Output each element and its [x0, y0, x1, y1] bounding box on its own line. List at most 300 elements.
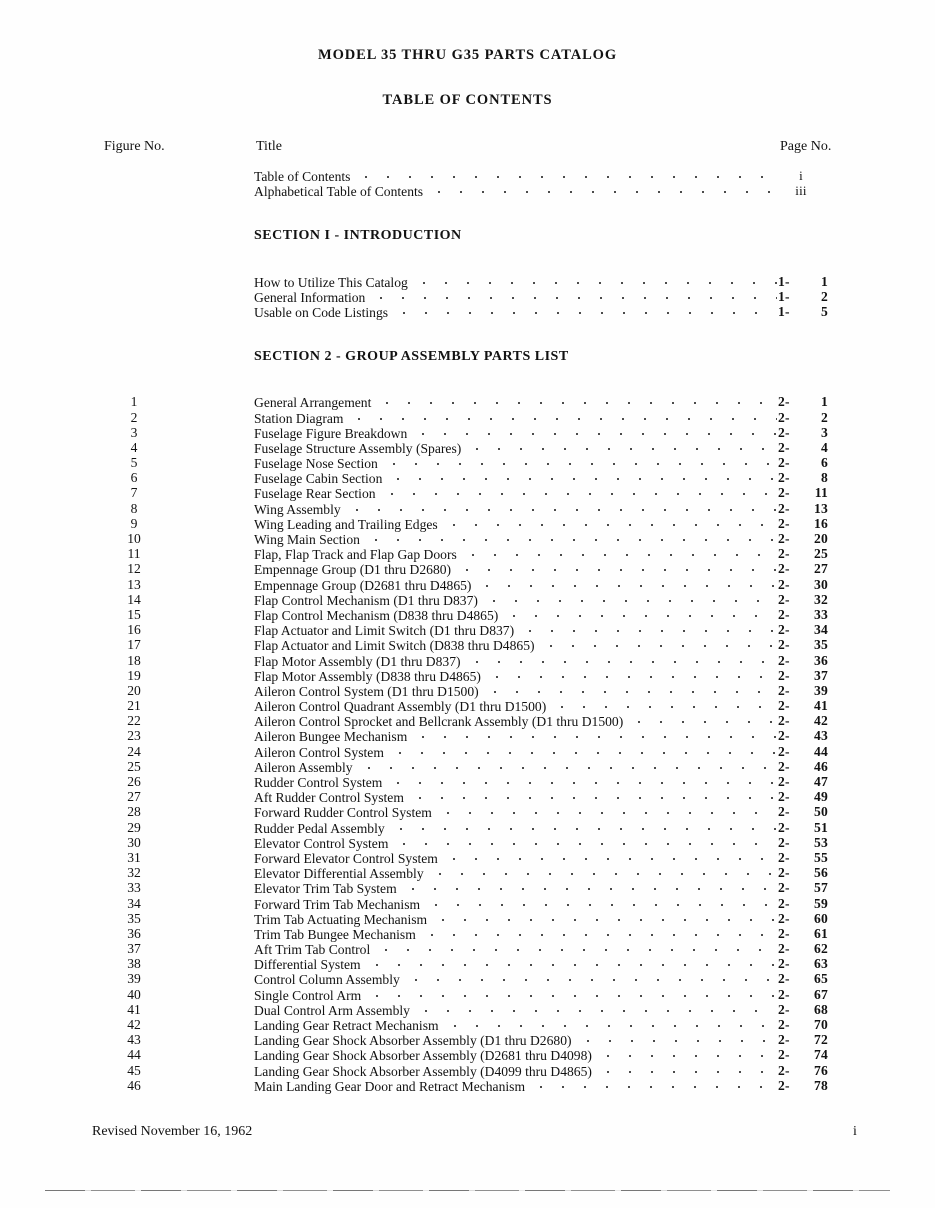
entry-title: Control Column Assembly: [254, 972, 400, 988]
entry-page-section-prefix: 2-: [778, 667, 790, 683]
entry-figure-number: 46: [127, 1077, 141, 1093]
entry-page-value: 11: [814, 485, 828, 501]
entry-title: General Information: [254, 289, 366, 305]
entry-title: Empennage Group (D2681 thru D4865): [254, 577, 472, 593]
entry-figure-number: 43: [127, 1032, 141, 1048]
row-spacer: [0, 364, 935, 394]
entry-title-cell: [254, 1078, 777, 1095]
leader-dots: [462, 546, 777, 559]
entry-page-section-prefix: 1-: [778, 273, 790, 289]
entry-page-section-prefix: 2-: [778, 394, 790, 410]
entry-page-section-prefix: 2-: [778, 713, 790, 729]
entry-title: Fuselage Structure Assembly (Spares): [254, 440, 462, 456]
toc-entry-row[interactable]: [0, 804, 935, 819]
leader-dots: [375, 941, 777, 954]
entry-page-number: [778, 1063, 838, 1079]
entry-title: Empennage Group (D1 thru D2680): [254, 562, 452, 578]
entry-title: Flap Motor Assembly (D1 thru D837): [254, 653, 461, 669]
entry-title: Table of Contents: [254, 169, 351, 184]
entry-page-section-prefix: 2-: [778, 439, 790, 455]
column-header-title: Title: [256, 139, 282, 154]
leader-dots: [483, 592, 777, 605]
entry-title: Landing Gear Shock Absorber Assembly (D2681 thru D4098): [254, 1048, 592, 1064]
toc-entry-row[interactable]: [0, 941, 935, 956]
toc-entry-row[interactable]: [0, 820, 935, 835]
entry-page-number: [778, 683, 838, 699]
entry-page-number: [778, 728, 838, 744]
entry-page-number: [778, 168, 838, 184]
entry-title: Aft Rudder Control System: [254, 790, 404, 806]
entry-page-number: [778, 546, 838, 562]
entry-page-section-prefix: 2-: [778, 652, 790, 668]
entry-page-section-prefix: 2-: [778, 1047, 790, 1063]
entry-page-section-prefix: 2-: [778, 1017, 790, 1032]
entry-page-value: 63: [814, 956, 828, 972]
entry-page-number: [778, 607, 838, 623]
entry-figure-number: 30: [127, 834, 141, 850]
entry-page-value: 59: [814, 895, 828, 911]
entry-title: Landing Gear Retract Mechanism: [254, 1018, 439, 1033]
entry-title: Aileron Control Quadrant Assembly (D1 thru D1500): [254, 699, 547, 715]
leader-dots: [577, 1032, 777, 1045]
leader-dots: [393, 835, 777, 848]
entry-page-value: 53: [814, 834, 828, 850]
section-heading: SECTION 2 - GROUP ASSEMBLY PARTS LIST: [254, 349, 569, 365]
table-of-contents-title: TABLE OF CONTENTS: [382, 92, 553, 108]
toc-entry-row[interactable]: [0, 485, 935, 500]
entry-figure-number: 34: [127, 895, 141, 911]
leader-dots: [387, 470, 777, 483]
entry-figure-number: 13: [127, 576, 141, 592]
toc-entry-row[interactable]: [0, 971, 935, 986]
leader-dots: [405, 971, 777, 984]
entry-page-value: 49: [814, 789, 828, 805]
document-header-title: MODEL 35 THRU G35 PARTS CATALOG: [317, 47, 618, 63]
entry-page-number: [778, 440, 838, 456]
toc-entry-row[interactable]: [0, 683, 935, 698]
entry-figure-number: 40: [127, 986, 141, 1002]
toc-entry-row[interactable]: [0, 274, 935, 289]
toc-entry-row[interactable]: [0, 1047, 935, 1062]
entry-page-number: [778, 956, 838, 972]
entry-figure-number: 31: [127, 849, 141, 865]
entry-page-value: 39: [814, 682, 828, 698]
entry-figure-number: 19: [127, 667, 141, 683]
entry-page-number: [778, 1002, 838, 1018]
leader-dots: [597, 1063, 777, 1076]
entry-title: Fuselage Nose Section: [254, 456, 378, 472]
entry-page-section-prefix: 2-: [778, 622, 790, 638]
entry-figure-number: 18: [127, 652, 141, 668]
toc-entry-row[interactable]: [0, 577, 935, 592]
leader-dots: [390, 820, 777, 833]
entry-page-number: [778, 470, 838, 486]
entry-page-value: 4: [821, 439, 828, 455]
column-header-figure-no: Figure No.: [104, 139, 165, 154]
toc-entry-row[interactable]: [0, 622, 935, 637]
leader-dots: [358, 759, 777, 772]
entry-page-number: [778, 274, 838, 290]
leader-dots: [376, 394, 777, 407]
entry-page-section-prefix: 2-: [778, 849, 790, 865]
entry-page-value: 56: [814, 865, 828, 881]
entry-page-section-prefix: 2-: [778, 637, 790, 653]
entry-page-number: [778, 759, 838, 775]
leader-dots: [370, 289, 777, 302]
entry-figure-number: 4: [130, 439, 138, 455]
entry-page-value: 72: [814, 1032, 828, 1048]
footer-page-number: i: [853, 1124, 857, 1139]
toc-entry-row[interactable]: [0, 1032, 935, 1047]
entry-page-value: iii: [795, 183, 807, 199]
toc-entry-row[interactable]: [0, 425, 935, 440]
toc-entry-row[interactable]: [0, 501, 935, 516]
entry-page-value: 47: [814, 774, 828, 789]
entry-title: Elevator Control System: [254, 835, 389, 851]
entry-page-value: 33: [814, 606, 828, 622]
entry-page-section-prefix: 2-: [778, 743, 790, 759]
entry-page-section-prefix: 2-: [778, 834, 790, 850]
entry-page-value: 8: [821, 470, 828, 486]
entry-figure-number: 10: [127, 531, 141, 546]
entry-title: Forward Elevator Control System: [254, 850, 438, 866]
entry-page-number: [778, 516, 838, 532]
page-bottom-rule: [45, 1190, 890, 1191]
entry-page-number: [778, 911, 838, 927]
entry-page-number: [778, 774, 838, 790]
leader-dots: [381, 485, 777, 498]
toc-entry-row[interactable]: [0, 728, 935, 743]
toc-entry-row[interactable]: [0, 713, 935, 728]
row-spacer: [0, 198, 935, 228]
toc-entry-row[interactable]: [0, 546, 935, 561]
toc-entry-row[interactable]: [0, 592, 935, 607]
entry-page-section-prefix: 2-: [778, 470, 790, 486]
toc-entry-row[interactable]: [0, 516, 935, 531]
entry-page-section-prefix: 2-: [778, 682, 790, 698]
leader-dots: [432, 911, 777, 924]
entry-figure-number: 42: [127, 1017, 141, 1032]
entry-page-number: [778, 304, 838, 320]
entry-title: How to Utilize This Catalog: [254, 274, 408, 290]
entry-page-section-prefix: 2-: [778, 819, 790, 835]
entry-page-number: [778, 941, 838, 957]
toc-entry-row[interactable]: [0, 774, 935, 789]
entry-figure-number: 9: [130, 515, 138, 531]
leader-dots: [597, 1047, 777, 1060]
entry-page-number: [778, 394, 838, 410]
toc-entry-row[interactable]: [0, 926, 935, 941]
leader-dots: [443, 850, 777, 863]
entry-figure-number: 35: [127, 910, 141, 926]
column-headers: [0, 139, 935, 157]
entry-page-section-prefix: 2-: [778, 698, 790, 714]
toc-entry-row[interactable]: [0, 455, 935, 470]
entry-page-number: [778, 289, 838, 305]
entry-title: General Arrangement: [254, 395, 372, 411]
entry-page-value: 50: [814, 804, 828, 820]
leader-dots: [466, 653, 777, 666]
entry-figure-number: 7: [130, 485, 138, 501]
entry-title: Wing Main Section: [254, 532, 360, 547]
entry-figure-number: 21: [127, 698, 141, 714]
row-spacer: [0, 244, 935, 274]
entry-page-section-prefix: 2-: [778, 606, 790, 622]
entry-page-value: 62: [814, 941, 828, 957]
footer-revised-date: Revised November 16, 1962: [92, 1124, 253, 1139]
toc-entry-row[interactable]: [0, 561, 935, 576]
entry-page-section-prefix: 2-: [778, 531, 790, 546]
entry-title: Flap Control Mechanism (D838 thru D4865): [254, 607, 499, 623]
entry-page-section-prefix: 1-: [778, 288, 790, 304]
entry-page-number: [778, 622, 838, 638]
entry-page-section-prefix: 2-: [778, 500, 790, 516]
entry-page-section-prefix: 2-: [778, 1001, 790, 1017]
leader-dots: [346, 501, 777, 514]
entry-page-number: [778, 789, 838, 805]
leader-dots: [412, 728, 777, 741]
entry-page-section-prefix: 2-: [778, 1032, 790, 1048]
entry-figure-number: 24: [127, 743, 141, 759]
leader-dots: [409, 789, 777, 802]
entry-figure-number: 26: [127, 774, 141, 789]
entry-page-value: 20: [814, 531, 828, 546]
leader-dots: [503, 607, 777, 620]
entry-page-number: [778, 561, 838, 577]
leader-dots: [530, 1078, 777, 1091]
entry-figure-number: 5: [130, 455, 138, 471]
entry-figure-number: 23: [127, 728, 141, 744]
entry-title: Aileron Control System (D1 thru D1500): [254, 683, 479, 699]
entry-page-section-prefix: 2-: [778, 409, 790, 425]
entry-page-value: 65: [814, 971, 828, 987]
toc-entry-row[interactable]: [0, 698, 935, 713]
leader-dots: [466, 440, 777, 453]
entry-title: Single Control Arm: [254, 987, 362, 1003]
toc-entry-row[interactable]: [0, 531, 935, 546]
entry-title: Aileron Bungee Mechanism: [254, 729, 408, 745]
entry-figure-number: 32: [127, 865, 141, 881]
entry-page-number: [778, 455, 838, 471]
entry-page-section-prefix: 2-: [778, 774, 790, 789]
entry-page-section-prefix: 2-: [778, 865, 790, 881]
leader-dots: [486, 668, 777, 681]
entry-figure-number: 16: [127, 622, 141, 638]
toc-entry-row[interactable]: [0, 394, 935, 409]
toc-entry-row[interactable]: [0, 880, 935, 895]
entry-figure-number: 44: [127, 1047, 141, 1063]
entry-title: Trim Tab Actuating Mechanism: [254, 911, 428, 927]
entry-page-value: 2: [821, 409, 828, 425]
entry-page-number: [778, 653, 838, 669]
toc-entry-row[interactable]: [0, 1017, 935, 1032]
entry-page-value: 78: [814, 1077, 828, 1093]
entry-title: Aft Trim Tab Control: [254, 942, 371, 958]
toc-entry-row[interactable]: [0, 956, 935, 971]
leader-dots: [366, 987, 777, 1000]
entry-page-value: 55: [814, 849, 828, 865]
row-spacer: [0, 319, 935, 349]
entry-page-section-prefix: 2-: [778, 910, 790, 926]
entry-page-number: [778, 577, 838, 593]
entry-title: Alphabetical Table of Contents: [254, 184, 424, 200]
entry-page-value: 67: [814, 986, 828, 1002]
toc-entry-row[interactable]: [0, 835, 935, 850]
leader-dots: [387, 774, 777, 787]
toc-entry-row[interactable]: [0, 304, 935, 319]
entry-page-value: 43: [814, 728, 828, 744]
toc-entry-row[interactable]: [0, 987, 935, 1002]
entry-figure-number: 29: [127, 819, 141, 835]
entry-title: Forward Rudder Control System: [254, 805, 432, 821]
entry-page-value: 2: [821, 288, 828, 304]
entry-page-section-prefix: 2-: [778, 789, 790, 805]
entry-figure-number: 38: [127, 956, 141, 972]
entry-page-number: [778, 1078, 838, 1094]
entry-page-number: [778, 501, 838, 517]
entry-page-section-prefix: 2-: [778, 1077, 790, 1093]
entry-title: Elevator Differential Assembly: [254, 866, 424, 882]
leader-dots: [519, 622, 777, 635]
entry-figure-number: 22: [127, 713, 141, 729]
entry-page-section-prefix: 2-: [778, 455, 790, 471]
toc-entry-row[interactable]: [0, 911, 935, 926]
leader-dots: [402, 880, 777, 893]
entry-page-number: [778, 592, 838, 608]
entry-figure-number: 6: [130, 470, 138, 486]
entry-figure-number: 33: [127, 880, 141, 896]
toc-entry-list: [0, 168, 935, 1093]
entry-title: Rudder Pedal Assembly: [254, 820, 385, 836]
leader-dots: [383, 455, 777, 468]
toc-entry-row[interactable]: [0, 850, 935, 865]
entry-page-number: [778, 880, 838, 896]
entry-page-number: [778, 637, 838, 653]
entry-page-value: 68: [814, 1001, 828, 1017]
leader-dots: [421, 926, 777, 939]
entry-figure-number: 15: [127, 606, 141, 622]
entry-figure-number: 36: [127, 925, 141, 941]
leader-dots: [476, 577, 777, 590]
entry-figure-number: 2: [130, 409, 138, 425]
toc-entry-row[interactable]: [0, 410, 935, 425]
leader-dots: [393, 304, 777, 317]
entry-page-value: 25: [814, 546, 828, 562]
entry-figure-number: 17: [127, 637, 141, 653]
entry-page-value: 32: [814, 591, 828, 607]
toc-entry-row[interactable]: [0, 637, 935, 652]
entry-page-section-prefix: 2-: [778, 485, 790, 501]
entry-page-number: [778, 987, 838, 1003]
entry-page-number: [778, 183, 838, 199]
entry-figure-number: 28: [127, 804, 141, 820]
entry-page-number: [778, 896, 838, 912]
entry-page-value: 16: [814, 515, 828, 531]
entry-figure-number: 1: [130, 394, 138, 410]
entry-title: Flap, Flap Track and Flap Gap Doors: [254, 547, 457, 563]
entry-page-section-prefix: 2-: [778, 804, 790, 820]
entry-title: Dual Control Arm Assembly: [254, 1002, 410, 1018]
entry-page-value: 60: [814, 910, 828, 926]
leader-dots: [551, 698, 777, 711]
entry-page-number: [778, 425, 838, 441]
toc-entry-row[interactable]: [0, 440, 935, 455]
toc-entry-row[interactable]: [0, 470, 935, 485]
entry-page-section-prefix: 2-: [778, 515, 790, 531]
entry-title: Station Diagram: [254, 410, 344, 426]
entry-title: Aileron Control System: [254, 744, 384, 760]
toc-entry-row[interactable]: [0, 607, 935, 622]
entry-figure-number: 41: [127, 1001, 141, 1017]
entry-page-value: 74: [814, 1047, 828, 1063]
leader-dots: [348, 410, 777, 423]
entry-figure-number: 45: [127, 1062, 141, 1078]
toc-entry-row[interactable]: [0, 168, 935, 183]
entry-page-section-prefix: 2-: [778, 576, 790, 592]
entry-title: Flap Actuator and Limit Switch (D838 thru D4865): [254, 638, 535, 654]
entry-page-number: [778, 835, 838, 851]
toc-entry-row[interactable]: [0, 759, 935, 774]
entry-title: Flap Control Mechanism (D1 thru D837): [254, 592, 478, 608]
toc-entry-row[interactable]: [0, 1002, 935, 1017]
entry-page-section-prefix: 2-: [778, 591, 790, 607]
entry-title: Elevator Trim Tab System: [254, 881, 397, 897]
toc-entry-row[interactable]: [0, 653, 935, 668]
leader-dots: [443, 516, 777, 529]
entry-page-number: [778, 744, 838, 760]
toc-entry-row[interactable]: [0, 789, 935, 804]
leader-dots: [628, 713, 777, 726]
leader-dots: [429, 865, 777, 878]
leader-dots: [412, 425, 777, 438]
toc-entry-row[interactable]: [0, 1078, 935, 1093]
entry-page-value: 37: [814, 667, 828, 683]
entry-page-value: 46: [814, 758, 828, 774]
entry-figure-number: 39: [127, 971, 141, 987]
entry-title: Forward Trim Tab Mechanism: [254, 896, 421, 912]
toc-entry-row[interactable]: [0, 896, 935, 911]
toc-entry-row[interactable]: [0, 1063, 935, 1078]
entry-page-value: 34: [814, 622, 828, 638]
entry-page-section-prefix: 2-: [778, 895, 790, 911]
entry-figure-number: 8: [130, 500, 138, 516]
toc-entry-row[interactable]: [0, 289, 935, 304]
section-heading: SECTION I - INTRODUCTION: [254, 228, 462, 244]
entry-page-section-prefix: 2-: [778, 941, 790, 957]
toc-entry-row[interactable]: [0, 865, 935, 880]
entry-page-number: [778, 804, 838, 820]
toc-entry-row[interactable]: [0, 668, 935, 683]
entry-figure-number: 20: [127, 682, 141, 698]
entry-page-value: 41: [814, 698, 828, 714]
entry-page-value: 35: [814, 637, 828, 653]
entry-title: Aileron Control Sprocket and Bellcrank Assembly (D1 thru D1500): [254, 714, 624, 730]
entry-page-number: [778, 668, 838, 684]
toc-entry-row[interactable]: [0, 744, 935, 759]
entry-page-number: [778, 1017, 838, 1033]
leader-dots: [415, 1002, 777, 1015]
entry-title: Flap Actuator and Limit Switch (D1 thru D837): [254, 623, 515, 639]
entry-title: Flap Motor Assembly (D838 thru D4865): [254, 668, 481, 684]
leader-dots: [355, 168, 777, 181]
toc-entry-row[interactable]: [0, 183, 935, 198]
entry-page-number: [778, 1032, 838, 1048]
leader-dots: [456, 561, 777, 574]
entry-page-value: 6: [821, 455, 828, 471]
entry-page-section-prefix: 2-: [778, 424, 790, 440]
entry-page-number: [778, 971, 838, 987]
entry-figure-number: 3: [130, 424, 138, 440]
